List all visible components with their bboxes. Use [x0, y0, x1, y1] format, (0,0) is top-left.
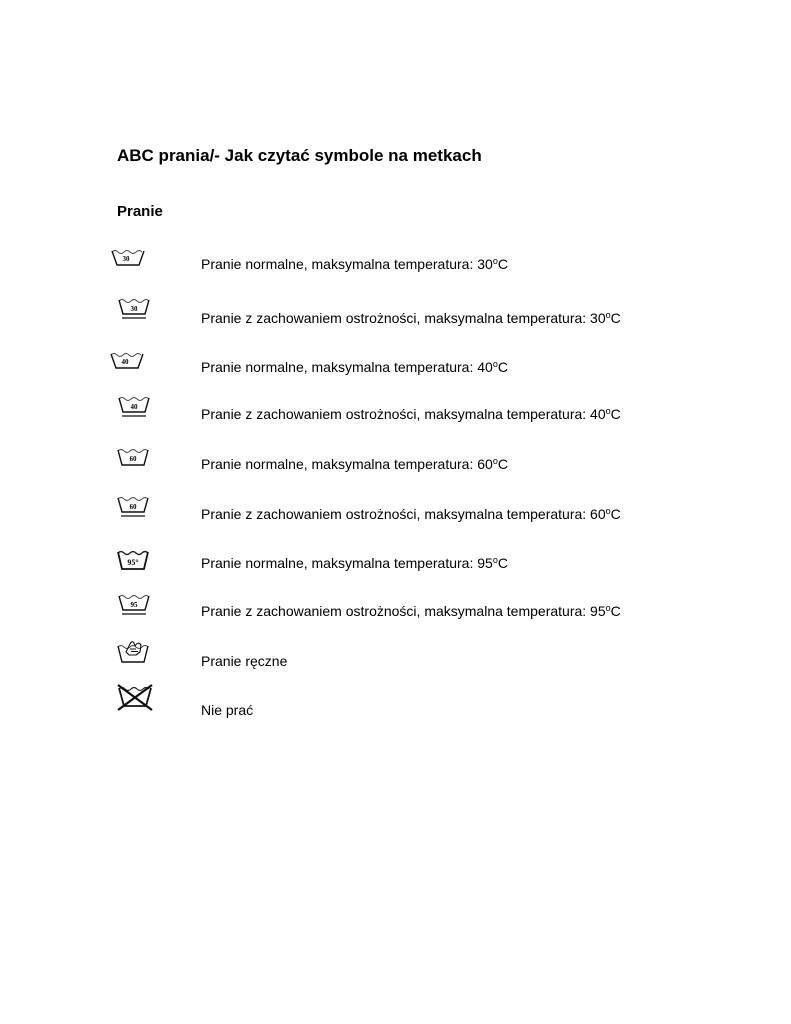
symbol-description: Nie prać — [201, 702, 254, 718]
do-not-wash-icon — [116, 684, 154, 712]
temperature-unit: C — [610, 310, 621, 326]
list-item — [0, 298, 791, 332]
page-title: ABC prania/- Jak czytać symbole na metkach — [117, 146, 482, 165]
svg-text:40: 40 — [130, 403, 138, 411]
list-item — [0, 549, 791, 583]
degree-sign: o — [492, 555, 498, 565]
list-item — [0, 638, 791, 672]
wash-tub-60-icon — [116, 448, 150, 470]
svg-text:40: 40 — [121, 358, 129, 366]
symbol-description: Pranie z zachowaniem ostrożności, maksymalna temperatura: 30 — [201, 310, 606, 326]
svg-text:95: 95 — [130, 601, 138, 609]
temperature-unit: C — [610, 603, 621, 619]
temperature-unit: C — [497, 555, 508, 571]
symbol-description: Pranie normalne, maksymalna temperatura: 30 — [201, 256, 493, 272]
degree-sign: o — [605, 310, 611, 320]
svg-text:30: 30 — [122, 255, 130, 263]
svg-text:95°: 95° — [127, 558, 139, 567]
hand-wash-icon — [116, 638, 150, 664]
list-item — [0, 594, 791, 628]
svg-text:60: 60 — [129, 455, 137, 463]
symbol-description: Pranie normalne, maksymalna temperatura: 60 — [201, 456, 493, 472]
degree-sign: o — [605, 506, 611, 516]
wash-tub-95-gentle-icon — [117, 594, 151, 618]
symbol-description: Pranie ręczne — [201, 653, 288, 669]
symbol-description: Pranie z zachowaniem ostrożności, maksymalna temperatura: 40 — [201, 406, 606, 422]
svg-text:30: 30 — [130, 305, 138, 313]
symbol-description: Pranie z zachowaniem ostrożności, maksymalna temperatura: 95 — [201, 603, 606, 619]
list-item — [0, 249, 791, 283]
degree-sign: o — [605, 406, 611, 416]
list-item — [0, 352, 791, 386]
list-item — [0, 496, 791, 530]
wash-tub-40-gentle-icon — [117, 396, 151, 420]
list-item — [0, 396, 791, 430]
section-heading: Pranie — [117, 203, 163, 220]
symbol-description: Pranie z zachowaniem ostrożności, maksymalna temperatura: 60 — [201, 506, 606, 522]
wash-tub-95-icon — [116, 549, 150, 573]
degree-sign: o — [492, 359, 498, 369]
wash-tub-30-gentle-icon — [117, 298, 151, 322]
svg-text:60: 60 — [129, 503, 137, 511]
temperature-unit: C — [497, 256, 508, 272]
list-item — [0, 684, 791, 718]
wash-tub-30-icon — [111, 249, 145, 269]
wash-tub-40-icon — [110, 352, 144, 372]
temperature-unit: C — [497, 456, 508, 472]
temperature-unit: C — [610, 506, 621, 522]
degree-sign: o — [492, 456, 498, 466]
degree-sign: o — [492, 256, 498, 266]
degree-sign: o — [605, 603, 611, 613]
temperature-unit: C — [610, 406, 621, 422]
list-item — [0, 448, 791, 482]
symbol-description: Pranie normalne, maksymalna temperatura: 40 — [201, 359, 493, 375]
temperature-unit: C — [497, 359, 508, 375]
symbol-description: Pranie normalne, maksymalna temperatura: 95 — [201, 555, 493, 571]
wash-tub-60-gentle-icon — [116, 496, 150, 520]
